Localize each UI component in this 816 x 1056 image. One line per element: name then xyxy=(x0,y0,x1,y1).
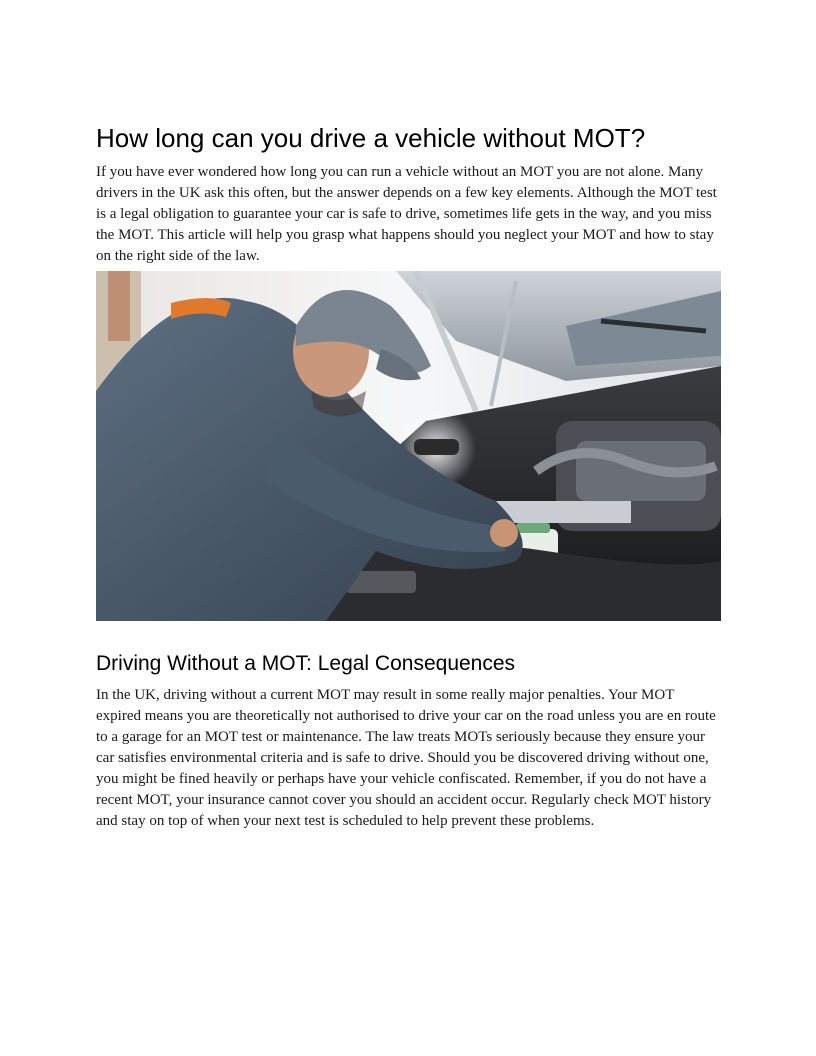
mechanic-engine-photo xyxy=(96,271,721,621)
document-page xyxy=(96,122,721,832)
section-paragraph: In the UK, driving without a current MOT may result in some really major penalties. Your MOT expired means you are theoretically not authorised to drive your car on the road unless you are en route to a garage for an MOT test or maintenance. The law treats MOTs seriously because they ensure your car satisfies environmental criteria and is safe to drive. Should you be discovered driving without one, you might be fined heavily or perhaps have your vehicle confiscated. Remember, if you do not have a recent MOT, your insurance cannot cover you should an accident occur. Regularly check MOT history and stay on top of when your next test is scheduled to help prevent these problems. xyxy=(96,687,716,829)
section-heading: Driving Without a MOT: Legal Consequences xyxy=(96,652,516,675)
intro-paragraph: If you have ever wondered how long you can run a vehicle without an MOT you are not alone. Many drivers in the UK ask this often, but the answer depends on a few key elements. Although the MOT test is a legal obligation to guarantee your car is safe to drive, sometimes life gets in the way, and you miss the MOT. This article will help you grasp what happens should you neglect your MOT and how to stay on the right side of the law. xyxy=(96,164,717,264)
article-title: How long can you drive a vehicle without MOT? xyxy=(96,123,646,153)
